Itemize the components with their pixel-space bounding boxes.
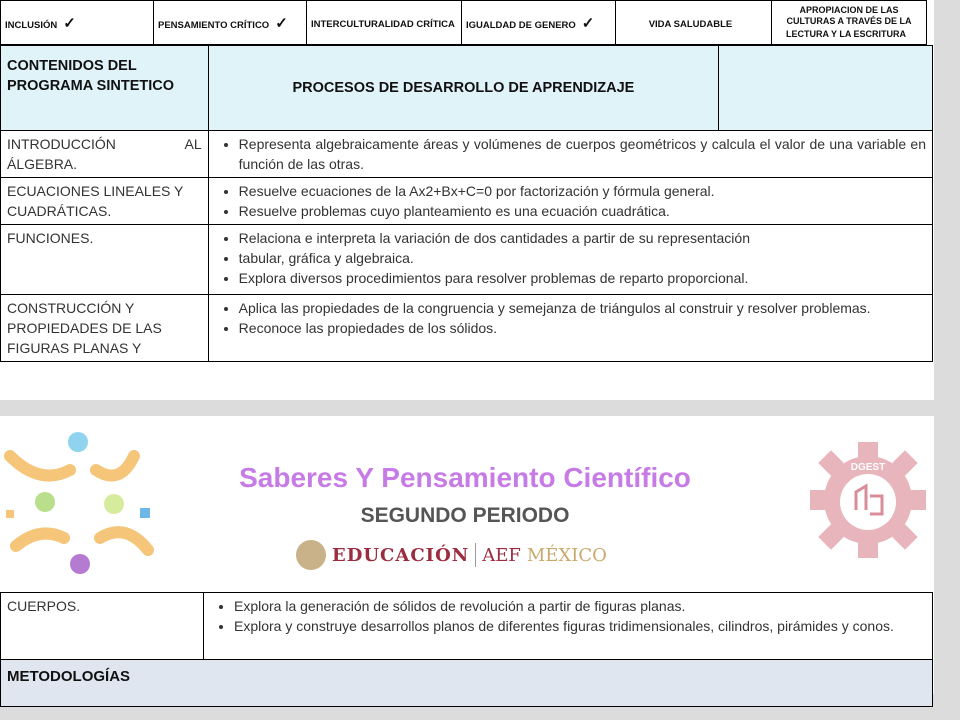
header-empty	[719, 46, 933, 131]
axes-table	[0, 0, 927, 45]
period-subtitle: SEGUNDO PERIODO	[360, 504, 570, 527]
header-procesos: PROCESOS DE DESARROLLO DE APRENDIZAJE	[208, 46, 719, 131]
row-processes	[208, 295, 932, 362]
list-item: • Resuelve ecuaciones de la Ax2+Bx+C=0 por factorización y fórmula general.	[239, 181, 926, 201]
table-row	[1, 178, 933, 225]
mexico-label: MÉXICO	[526, 544, 607, 566]
table-row	[1, 295, 933, 362]
education-logos	[296, 540, 626, 570]
row-processes	[204, 593, 933, 660]
row-processes	[208, 178, 932, 225]
row-content: INTRODUCCIÓN AL ÁLGEBRA.	[1, 131, 209, 178]
list-item: • Resuelve problemas cuyo planteamiento es una ecuación cuadrática.	[239, 201, 926, 221]
axis-vida-saludable: VIDA SALUDABLE	[616, 1, 772, 45]
methodologies-row	[1, 660, 933, 707]
aef-label: AEF	[482, 544, 521, 566]
methodologies-heading: METODOLOGÍAS	[1, 660, 933, 707]
content-table	[0, 45, 933, 362]
row-processes	[208, 131, 932, 178]
list-item: • tabular, gráfica y algebraica.	[239, 248, 926, 268]
header-contenidos: CONTENIDOS DEL PROGRAMA SINTETICO	[1, 46, 209, 131]
colorful-figures-logo	[0, 426, 160, 576]
subject-title: Saberes Y Pensamiento Científico	[239, 462, 691, 493]
row-content: CUERPOS.	[1, 593, 204, 660]
divider	[475, 543, 476, 567]
check-icon: ✓	[275, 14, 288, 32]
check-icon: ✓	[63, 14, 76, 32]
axis-inclusion: INCLUSIÓN ✓	[1, 1, 154, 45]
table-row	[1, 593, 933, 660]
dgest-label: DGEST	[850, 462, 886, 473]
axis-igualdad-genero: IGUALDAD DE GENERO ✓	[462, 1, 616, 45]
table-row	[1, 225, 933, 295]
row-processes	[208, 225, 932, 295]
logo-circle-purple	[70, 554, 90, 574]
axis-pensamiento-critico: PENSAMIENTO CRÍTICO ✓	[154, 1, 307, 45]
seal-icon	[296, 540, 326, 570]
table-header-row	[1, 46, 933, 131]
list-item: • Relaciona e interpreta la variación de dos cantidades a partir de su representación	[239, 228, 926, 248]
gear-center	[840, 474, 896, 530]
logo-arc	[100, 532, 148, 550]
list-item: • Explora y construye desarrollos planos de diferentes figuras tridimensionales, cilindros, pirámides y conos.	[234, 616, 926, 636]
table-row	[1, 131, 933, 178]
content-table-continued	[0, 592, 933, 707]
educacion-label: EDUCACIÓN	[332, 544, 470, 566]
row-content: ECUACIONES LINEALES Y CUADRÁTICAS.	[1, 178, 209, 225]
list-item: • Representa algebraicamente áreas y volúmenes de cuerpos geométricos y calcula el valor de una variable en función de las otras.	[239, 134, 926, 174]
list-item: • Explora diversos procedimientos para resolver problemas de reparto proporcional.	[239, 268, 926, 288]
check-icon: ✓	[581, 14, 595, 32]
dgest-gear-logo	[808, 440, 928, 560]
list-item: • Explora la generación de sólidos de revolución a partir de figuras planas.	[234, 596, 926, 616]
row-content: FUNCIONES.	[1, 225, 209, 295]
list-item: • Aplica las propiedades de la congruencia y semejanza de triángulos al construir y resolver problemas.	[239, 298, 926, 318]
axis-apropiacion-culturas: APROPIACION DE LAS CULTURAS A TRAVÉS DE LA LECTURA Y LA ESCRITURA	[772, 1, 927, 45]
logo-circle-blue	[68, 432, 88, 452]
logo-arc	[16, 534, 64, 547]
axis-interculturalidad: INTERCULTURALIDAD CRÍTICA	[307, 1, 462, 45]
row-content: CONSTRUCCIÓN Y PROPIEDADES DE LAS FIGURAS PLANAS Y	[1, 295, 209, 362]
list-item: • Reconoce las propiedades de los sólidos.	[239, 318, 926, 338]
